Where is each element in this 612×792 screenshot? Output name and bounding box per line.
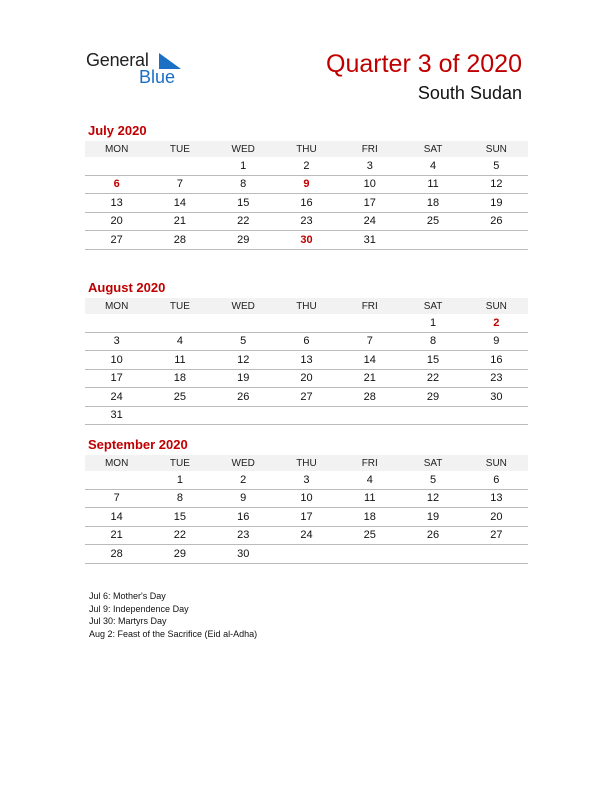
weekday-header-row <box>85 141 528 157</box>
day-cell: 21 <box>85 526 148 545</box>
weekday-header: FRI <box>338 455 401 471</box>
day-cell: 14 <box>85 508 148 527</box>
day-cell <box>212 314 275 332</box>
week-row <box>85 314 528 332</box>
month-name: September 2020 <box>88 437 188 452</box>
day-cell: 31 <box>85 406 148 425</box>
day-cell: 4 <box>401 157 464 175</box>
day-cell: 4 <box>148 332 211 351</box>
day-cell: 23 <box>212 526 275 545</box>
day-cell: 27 <box>465 526 528 545</box>
day-cell: 16 <box>212 508 275 527</box>
weekday-header: SAT <box>401 298 464 314</box>
day-cell: 28 <box>85 545 148 564</box>
day-cell: 26 <box>401 526 464 545</box>
day-cell: 5 <box>401 471 464 489</box>
day-cell: 8 <box>401 332 464 351</box>
day-cell: 29 <box>401 388 464 407</box>
weekday-header: TUE <box>148 455 211 471</box>
day-cell: 12 <box>401 489 464 508</box>
holiday-note: Jul 9: Independence Day <box>89 603 189 614</box>
day-cell: 10 <box>85 351 148 370</box>
holiday-note: Jul 30: Martyrs Day <box>89 616 167 627</box>
day-cell <box>275 545 338 564</box>
day-cell: 25 <box>148 388 211 407</box>
month-block <box>85 123 528 250</box>
weekday-header: MON <box>85 141 148 157</box>
holiday-note: Aug 2: Feast of the Sacrifice (Eid al-Adha) <box>89 628 258 639</box>
day-cell: 8 <box>148 489 211 508</box>
day-cell: 6 <box>465 471 528 489</box>
logo-blue-text: Blue <box>139 67 176 87</box>
week-row <box>85 231 528 250</box>
weekday-header: WED <box>212 141 275 157</box>
day-cell: 26 <box>465 212 528 231</box>
day-cell: 16 <box>275 194 338 213</box>
day-cell: 19 <box>465 194 528 213</box>
day-cell <box>212 406 275 425</box>
day-cell: 25 <box>338 526 401 545</box>
weekday-header: MON <box>85 298 148 314</box>
day-cell: 8 <box>212 175 275 194</box>
day-cell: 16 <box>465 351 528 370</box>
logo <box>86 50 196 90</box>
holiday-day-cell: 30 <box>275 231 338 250</box>
day-cell: 5 <box>465 157 528 175</box>
day-cell: 10 <box>275 489 338 508</box>
day-cell: 15 <box>401 351 464 370</box>
week-row <box>85 526 528 545</box>
weekday-header: WED <box>212 455 275 471</box>
day-cell <box>338 545 401 564</box>
day-cell: 25 <box>401 212 464 231</box>
weekday-header: THU <box>275 455 338 471</box>
holiday-notes <box>89 590 257 640</box>
weekday-header-row <box>85 455 528 471</box>
day-cell: 15 <box>212 194 275 213</box>
day-cell: 18 <box>401 194 464 213</box>
month-table <box>85 455 528 564</box>
day-cell: 22 <box>401 369 464 388</box>
day-cell: 13 <box>465 489 528 508</box>
day-cell <box>85 471 148 489</box>
day-cell: 22 <box>148 526 211 545</box>
day-cell: 2 <box>212 471 275 489</box>
day-cell: 27 <box>275 388 338 407</box>
weekday-header: SAT <box>401 141 464 157</box>
day-cell: 28 <box>338 388 401 407</box>
day-cell <box>275 406 338 425</box>
week-row <box>85 332 528 351</box>
weekday-header: TUE <box>148 298 211 314</box>
day-cell: 14 <box>148 194 211 213</box>
day-cell: 20 <box>465 508 528 527</box>
month-table <box>85 298 528 425</box>
week-row <box>85 351 528 370</box>
holiday-day-cell: 6 <box>85 175 148 194</box>
day-cell: 29 <box>148 545 211 564</box>
month-name: July 2020 <box>88 123 147 138</box>
day-cell: 18 <box>338 508 401 527</box>
day-cell <box>85 157 148 175</box>
day-cell: 17 <box>275 508 338 527</box>
weekday-header: WED <box>212 298 275 314</box>
day-cell: 2 <box>275 157 338 175</box>
week-row <box>85 406 528 425</box>
weekday-header: TUE <box>148 141 211 157</box>
day-cell: 20 <box>85 212 148 231</box>
day-cell: 13 <box>85 194 148 213</box>
day-cell: 3 <box>275 471 338 489</box>
day-cell <box>465 406 528 425</box>
day-cell: 19 <box>401 508 464 527</box>
day-cell <box>401 406 464 425</box>
day-cell: 18 <box>148 369 211 388</box>
day-cell <box>338 406 401 425</box>
day-cell <box>85 314 148 332</box>
day-cell: 9 <box>212 489 275 508</box>
day-cell: 5 <box>212 332 275 351</box>
holiday-note: Jul 6: Mother's Day <box>89 591 166 601</box>
day-cell: 7 <box>148 175 211 194</box>
page-title: Quarter 3 of 2020 <box>326 50 522 78</box>
week-row <box>85 489 528 508</box>
holiday-day-cell: 9 <box>275 175 338 194</box>
day-cell: 30 <box>212 545 275 564</box>
day-cell: 31 <box>338 231 401 250</box>
week-row <box>85 157 528 175</box>
day-cell <box>148 314 211 332</box>
day-cell: 9 <box>465 332 528 351</box>
day-cell: 1 <box>401 314 464 332</box>
day-cell: 24 <box>275 526 338 545</box>
day-cell: 7 <box>338 332 401 351</box>
week-row <box>85 369 528 388</box>
day-cell: 26 <box>212 388 275 407</box>
day-cell: 17 <box>85 369 148 388</box>
week-row <box>85 471 528 489</box>
day-cell <box>401 545 464 564</box>
day-cell: 23 <box>465 369 528 388</box>
day-cell: 11 <box>401 175 464 194</box>
month-table <box>85 141 528 250</box>
day-cell: 13 <box>275 351 338 370</box>
day-cell <box>465 231 528 250</box>
weekday-header: SUN <box>465 455 528 471</box>
day-cell: 30 <box>465 388 528 407</box>
day-cell: 12 <box>465 175 528 194</box>
day-cell: 27 <box>85 231 148 250</box>
day-cell <box>465 545 528 564</box>
weekday-header: MON <box>85 455 148 471</box>
day-cell <box>338 314 401 332</box>
weekday-header: FRI <box>338 141 401 157</box>
day-cell: 1 <box>212 157 275 175</box>
month-name: August 2020 <box>88 280 166 295</box>
weekday-header: FRI <box>338 298 401 314</box>
week-row <box>85 508 528 527</box>
weekday-header: SAT <box>401 455 464 471</box>
day-cell: 29 <box>212 231 275 250</box>
day-cell: 28 <box>148 231 211 250</box>
day-cell: 4 <box>338 471 401 489</box>
day-cell <box>275 314 338 332</box>
day-cell <box>148 157 211 175</box>
day-cell: 19 <box>212 369 275 388</box>
day-cell: 23 <box>275 212 338 231</box>
day-cell: 21 <box>338 369 401 388</box>
day-cell: 11 <box>338 489 401 508</box>
day-cell: 10 <box>338 175 401 194</box>
day-cell: 1 <box>148 471 211 489</box>
day-cell: 6 <box>275 332 338 351</box>
day-cell <box>401 231 464 250</box>
day-cell: 3 <box>338 157 401 175</box>
day-cell: 20 <box>275 369 338 388</box>
logo-general-text: General <box>86 50 149 70</box>
day-cell: 17 <box>338 194 401 213</box>
weekday-header: SUN <box>465 141 528 157</box>
week-row <box>85 175 528 194</box>
month-block <box>85 437 528 564</box>
day-cell: 14 <box>338 351 401 370</box>
day-cell: 21 <box>148 212 211 231</box>
day-cell <box>148 406 211 425</box>
week-row <box>85 545 528 564</box>
day-cell: 22 <box>212 212 275 231</box>
holiday-day-cell: 2 <box>465 314 528 332</box>
day-cell: 24 <box>85 388 148 407</box>
week-row <box>85 194 528 213</box>
week-row <box>85 212 528 231</box>
weekday-header: THU <box>275 298 338 314</box>
month-block <box>85 280 528 425</box>
day-cell: 15 <box>148 508 211 527</box>
day-cell: 24 <box>338 212 401 231</box>
weekday-header-row <box>85 298 528 314</box>
weekday-header: THU <box>275 141 338 157</box>
country-name: South Sudan <box>417 83 522 103</box>
weekday-header: SUN <box>465 298 528 314</box>
week-row <box>85 388 528 407</box>
day-cell: 11 <box>148 351 211 370</box>
day-cell: 7 <box>85 489 148 508</box>
day-cell: 3 <box>85 332 148 351</box>
day-cell: 12 <box>212 351 275 370</box>
